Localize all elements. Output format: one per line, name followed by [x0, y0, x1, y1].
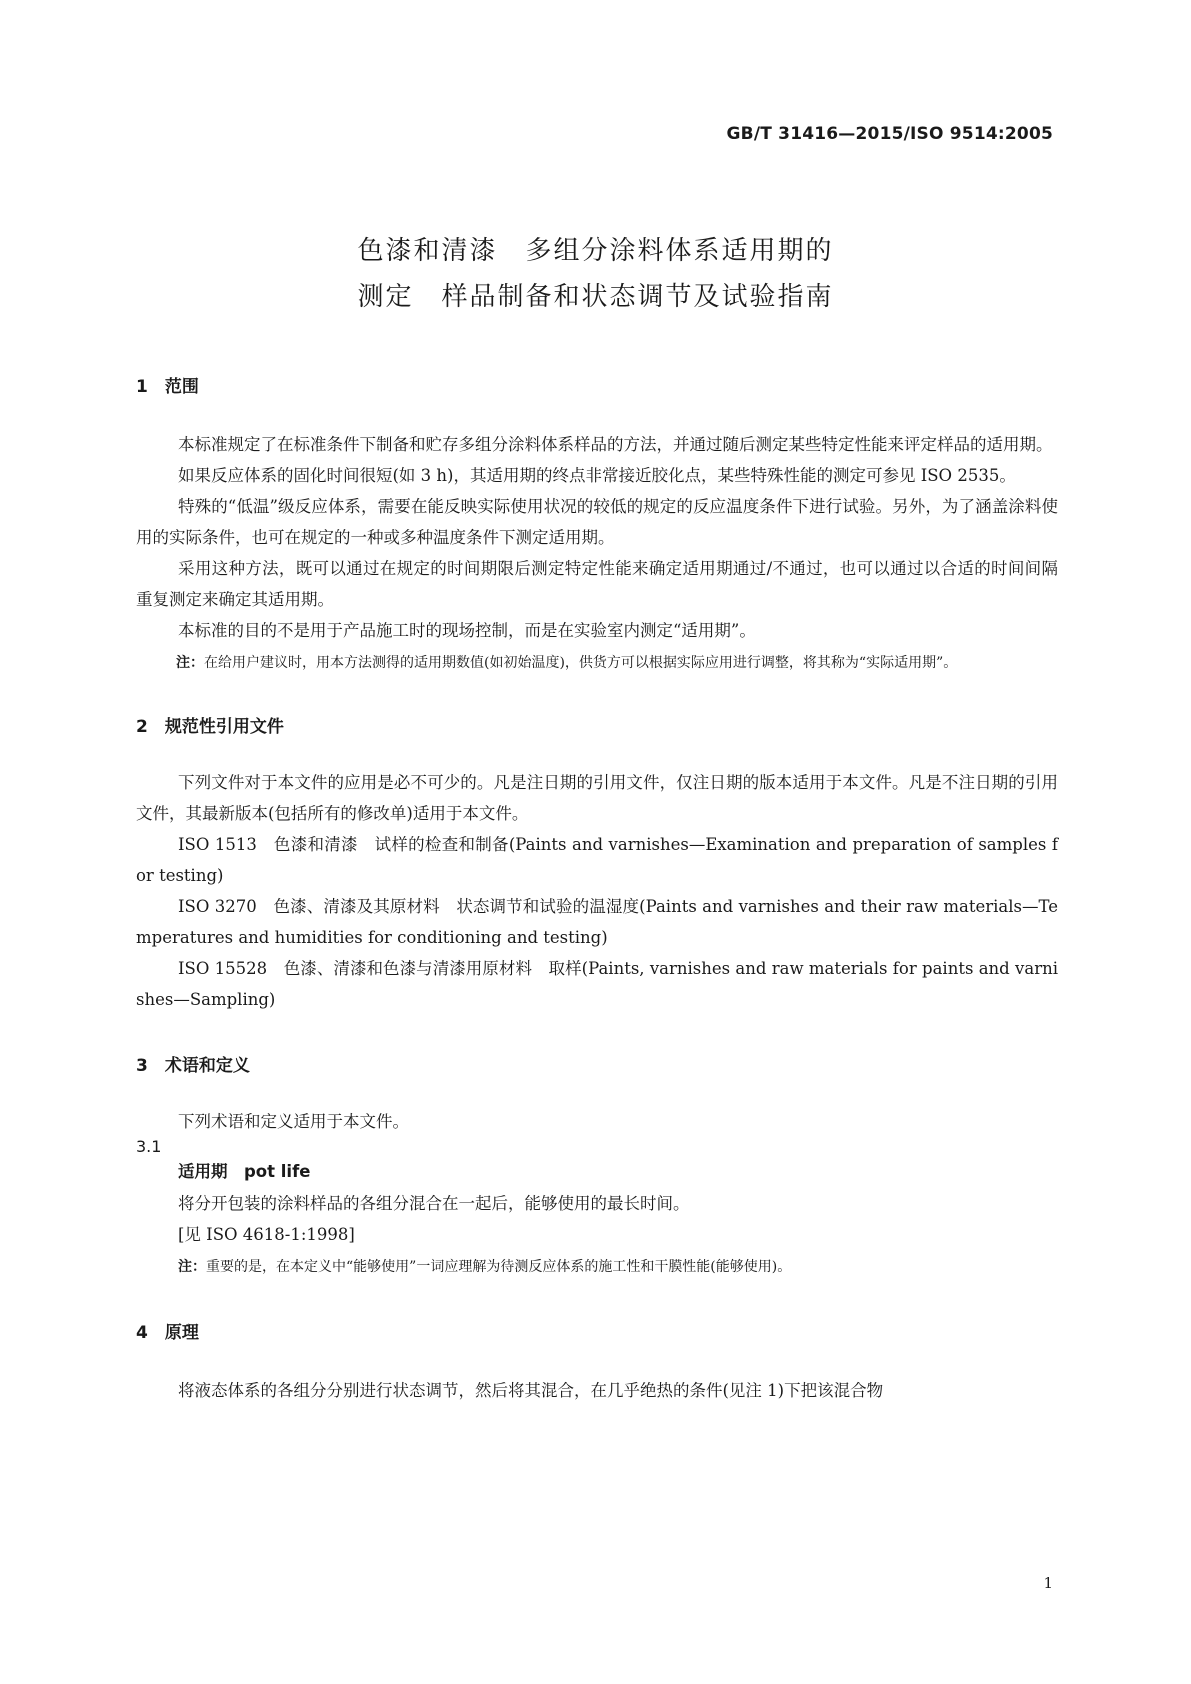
- note: [136, 1254, 1058, 1280]
- paragraph: 采用这种方法，既可以通过在规定的时间期限后测定特定性能来确定适用期通过/不通过，也可以通过以合适的时间间隔重复测定来确定其适用期。: [136, 559, 1058, 609]
- paragraph: 本标准的目的不是用于产品施工时的现场控制，而是在实验室内测定“适用期”。: [178, 621, 756, 640]
- paragraph: 将液态体系的各组分分别进行状态调节，然后将其混合，在几乎绝热的条件(见注 1)下把该混合物: [178, 1381, 884, 1400]
- section-scope: [136, 372, 1058, 676]
- note-text: 在给用户建议时，用本方法测得的适用期数值(如初始温度)，供货方可以根据实际应用进行调整，将其称为“实际适用期”。: [204, 655, 958, 671]
- section-heading-terms-definitions: 3 术语和定义: [136, 1056, 250, 1076]
- note-label: 注：: [178, 1259, 206, 1275]
- document-title: [0, 228, 1191, 320]
- section-heading-principle: 4 原理: [136, 1323, 199, 1343]
- standard-code: GB/T 31416—2015/ISO 9514:2005: [726, 124, 1053, 144]
- page-number: 1: [1043, 1574, 1053, 1592]
- note-label: 注：: [176, 655, 204, 671]
- note-text: 重要的是，在本定义中“能够使用”一词应理解为待测反应体系的施工性和干膜性能(能够使用)。: [206, 1259, 792, 1275]
- section-normative-references: [136, 712, 1058, 1015]
- term-name: 适用期 pot life: [178, 1162, 311, 1181]
- term-number: 3.1: [136, 1137, 162, 1156]
- paragraph: 本标准规定了在标准条件下制备和贮存多组分涂料体系样品的方法，并通过随后测定某些特定性能来评定样品的适用期。: [178, 435, 1053, 454]
- reference-item: ISO 3270 色漆、清漆及其原材料 状态调节和试验的温湿度(Paints and varnishes and their raw materials—Temperatures and humidities for conditioning and testing): [136, 897, 1058, 947]
- paragraph: 下列术语和定义适用于本文件。: [178, 1112, 409, 1131]
- section-terms-definitions: [136, 1051, 1058, 1280]
- reference-item: ISO 15528 色漆、清漆和色漆与清漆用原材料 取样(Paints, varnishes and raw materials for paints and varnishes—Sampling): [136, 959, 1058, 1009]
- document-body: [136, 372, 1058, 1406]
- section-heading-scope: 1 范围: [136, 377, 199, 397]
- section-heading-normative-references: 2 规范性引用文件: [136, 717, 284, 737]
- title-line-2: 测定 样品制备和状态调节及试验指南: [357, 282, 834, 312]
- reference-item: ISO 1513 色漆和清漆 试样的检查和制备(Paints and varnishes—Examination and preparation of samples for testing): [136, 835, 1058, 885]
- term-definition: 将分开包装的涂料样品的各组分混合在一起后，能够使用的最长时间。: [178, 1194, 690, 1213]
- note: [136, 650, 1058, 676]
- paragraph: 特殊的“低温”级反应体系，需要在能反映实际使用状况的较低的规定的反应温度条件下进行试验。另外，为了涵盖涂料使用的实际条件，也可在规定的一种或多种温度条件下测定适用期。: [136, 497, 1058, 547]
- paragraph: 下列文件对于本文件的应用是必不可少的。凡是注日期的引用文件，仅注日期的版本适用于本文件。凡是不注日期的引用文件，其最新版本(包括所有的修改单)适用于本文件。: [136, 773, 1058, 823]
- title-line-1: 色漆和清漆 多组分涂料体系适用期的: [357, 236, 834, 266]
- section-principle: [136, 1318, 1058, 1406]
- term-source: [见 ISO 4618-1:1998]: [178, 1225, 355, 1244]
- paragraph: 如果反应体系的固化时间很短(如 3 h)，其适用期的终点非常接近胶化点，某些特殊性能的测定可参见 ISO 2535。: [178, 466, 1016, 485]
